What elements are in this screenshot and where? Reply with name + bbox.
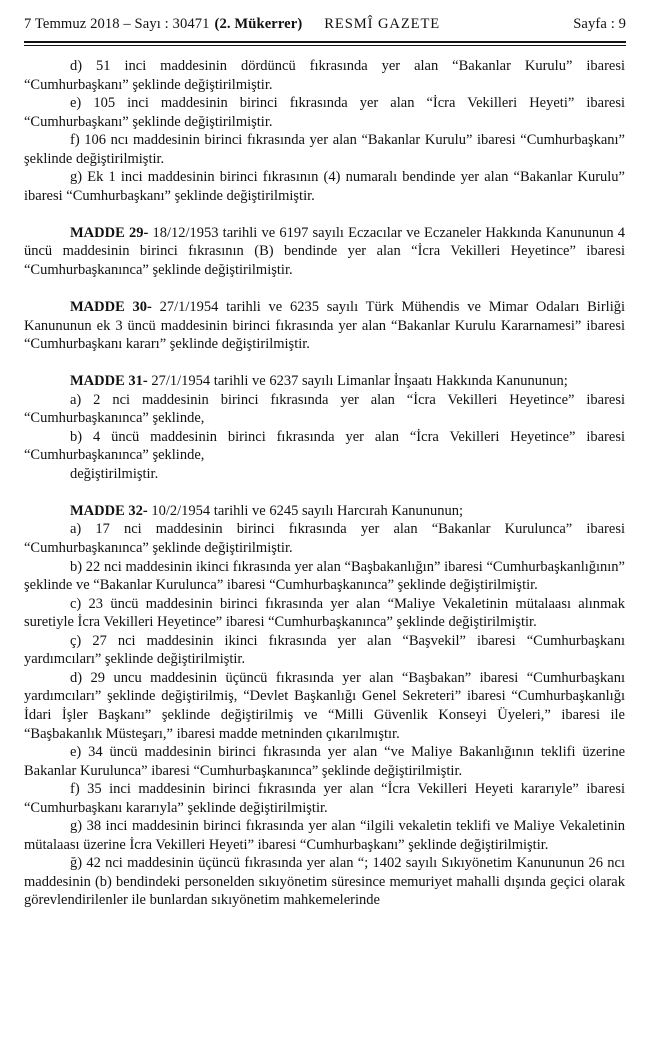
header-left-group <box>24 16 302 33</box>
paragraph-text: d) 51 inci maddesinin dördüncü fıkrasında yer alan “Bakanlar Kurulu” ibaresi “Cumhurbaşkanı” şeklinde değiştirilmiştir. <box>24 58 625 93</box>
header-gazette-title: RESMÎ GAZETE <box>324 16 441 32</box>
header-divider-rule <box>24 41 626 46</box>
body-paragraph <box>24 131 625 168</box>
body-paragraph <box>24 780 625 817</box>
paragraph-text: g) 38 inci maddesinin birinci fıkrasında yer alan “ilgili vekaletin teklifi ve Maliye Vekaletinin mütalaası üzerine İcra Vekilleri Heyeti” ibaresi “Cumhurbaşkanı” şeklinde değiştirilmiştir. <box>24 818 625 853</box>
madde-label: MADDE 32- <box>70 502 148 519</box>
paragraph-text: c) 23 üncü maddesinin birinci fıkrasında yer alan “Maliye Vekaletinin mütalaası alınmak suretiyle İcra Vekilleri Heyetince” ibaresi “Cumhurbaşkanınca” şeklinde değiştirilmiştir. <box>24 595 625 631</box>
header-rule-thick <box>24 41 626 43</box>
header-rule-thin <box>24 45 626 46</box>
paragraph-text: f) 106 ncı maddesinin birinci fıkrasında yer alan “Bakanlar Kurulu” ibaresi “Cumhurbaşkanı” şeklinde değiştirilmiştir. <box>24 132 625 167</box>
paragraph-spacer <box>24 280 625 299</box>
body-paragraph <box>24 298 625 354</box>
madde-label: MADDE 29- <box>70 224 149 241</box>
paragraph-text: e) 105 inci maddesinin birinci fıkrasında yer alan “İcra Vekilleri Heyeti” ibaresi “Cumhurbaşkanı” şeklinde değiştirilmiştir. <box>24 95 625 130</box>
paragraph-text: a) 17 nci maddesinin birinci fıkrasında yer alan “Bakanlar Kurulunca” ibaresi “Cumhurbaşkanınca” şeklinde değiştirilmiştir. <box>24 521 625 557</box>
body-paragraph <box>24 372 625 391</box>
paragraph-text: 27/1/1954 tarihli ve 6235 sayılı Türk Mühendis ve Mimar Odaları Birliği Kanununun ek 3 üncü maddesinin birinci fıkrasında yer alan “Bakanlar Kurulu Kararnamesi” ibaresi “Cumhurbaşkanı kararı” şeklinde değiştirilmiştir. <box>24 299 626 353</box>
body-paragraph <box>24 817 625 854</box>
paragraph-spacer <box>24 205 625 224</box>
body-paragraph <box>24 558 625 595</box>
paragraph-text: f) 35 inci maddesinin birinci fıkrasında yer alan “İcra Vekilleri Heyeti kararıyle” ibaresi “Cumhurbaşkanı kararıyla” şeklinde değiştirilmiştir. <box>24 781 625 816</box>
paragraph-text: değiştirilmiştir. <box>70 465 159 482</box>
body-paragraph <box>24 57 625 94</box>
paragraph-text: a) 2 nci maddesinin birinci fıkrasında yer alan “İcra Vekilleri Heyetince” ibaresi “Cumhurbaşkanınca” şeklinde, <box>24 391 625 427</box>
paragraph-text: 10/2/1954 tarihli ve 6245 sayılı Harcırah Kanununun; <box>147 502 464 519</box>
paragraph-text: ç) 27 nci maddesinin ikinci fıkrasında yer alan “Başvekil” ibaresi “Cumhurbaşkanı yardımcıları” şeklinde değiştirilmiştir. <box>24 632 625 668</box>
body-paragraph <box>24 224 625 280</box>
paragraph-spacer <box>24 483 625 502</box>
header-page-number: Sayfa : 9 <box>573 16 626 32</box>
body-paragraph <box>24 465 625 484</box>
paragraph-text: d) 29 uncu maddesinin üçüncü fıkrasında yer alan “Başbakan” ibaresi “Cumhurbaşkanı yardımcıları” şeklinde değiştirilmiş, “Devlet Başkanlığı Genel Sekreteri” ibaresi “Cumhurbaşkanlığı İdari İşler Başkanı” şeklinde değiştirilmiş ve “Milli Güvenlik Konseyi Üyeleri,” ibaresi ile “Başbakanlık Müsteşarı,” ibaresi madde metninden çıkarılmıştır. <box>24 669 625 742</box>
madde-label: MADDE 30- <box>70 299 152 316</box>
paragraph-text: b) 4 üncü maddesinin birinci fıkrasında yer alan “İcra Vekilleri Heyetince” ibaresi “Cumhurbaşkanınca” şeklinde, <box>24 428 625 464</box>
body-paragraph <box>24 669 625 743</box>
body-paragraph <box>24 391 625 428</box>
paragraph-text: b) 22 nci maddesinin ikinci fıkrasında yer alan “Başbakanlığın” ibaresi “Cumhurbaşkanlığının” şeklinde ve “Bakanlar Kurulunca” ibaresi “Cumhurbaşkanınca” şeklinde değiştirilmiştir. <box>24 558 625 594</box>
paragraph-text: e) 34 üncü maddesinin birinci fıkrasında yer alan “ve Maliye Bakanlığının teklifi üzerine Bakanlar Kurulunca” ibaresi “Cumhurbaşkanınca” şeklinde değiştirilmiştir. <box>24 744 625 779</box>
body-paragraph <box>24 632 625 669</box>
body-paragraph <box>24 743 625 780</box>
page-header <box>24 16 626 40</box>
paragraph-text: ğ) 42 nci maddesinin üçüncü fıkrasında yer alan “; 1402 sayılı Sıkıyönetim Kanununun 26 ncı maddesinin (b) bendindeki personelden sıkıyönetim süresince memuriyet mahalli dışında geçici olarak görevlendirilenler ile bunlardan sıkıyönetim mahkemelerinde <box>24 855 625 909</box>
paragraph-spacer <box>24 354 625 373</box>
document-body <box>24 57 625 910</box>
body-paragraph <box>24 502 625 521</box>
body-paragraph <box>24 520 625 557</box>
paragraph-text: g) Ek 1 inci maddesinin birinci fıkrasının (4) numaralı bendinde yer alan “Bakanlar Kurulu” ibaresi “Cumhurbaşkanı” şeklinde değiştirilmiştir. <box>24 169 625 204</box>
header-mukerrer-label: (2. Mükerrer) <box>214 16 303 32</box>
paragraph-text: 27/1/1954 tarihli ve 6237 sayılı Limanlar İnşaatı Hakkında Kanununun; <box>147 373 568 390</box>
body-paragraph <box>24 595 625 632</box>
madde-label: MADDE 31- <box>70 373 148 390</box>
header-issue-date: 7 Temmuz 2018 – Sayı : 30471 <box>24 16 210 32</box>
body-paragraph <box>24 854 625 910</box>
paragraph-text: 18/12/1953 tarihli ve 6197 sayılı Eczacılar ve Eczaneler Hakkında Kanununun 4 üncü maddesinin birinci fıkrasının (B) bendinde yer alan “İcra Vekilleri Heyetince” ibaresi “Cumhurbaşkanınca” şeklinde değiştirilmiştir. <box>24 224 625 278</box>
body-paragraph <box>24 428 625 465</box>
body-paragraph <box>24 94 625 131</box>
body-paragraph <box>24 168 625 205</box>
